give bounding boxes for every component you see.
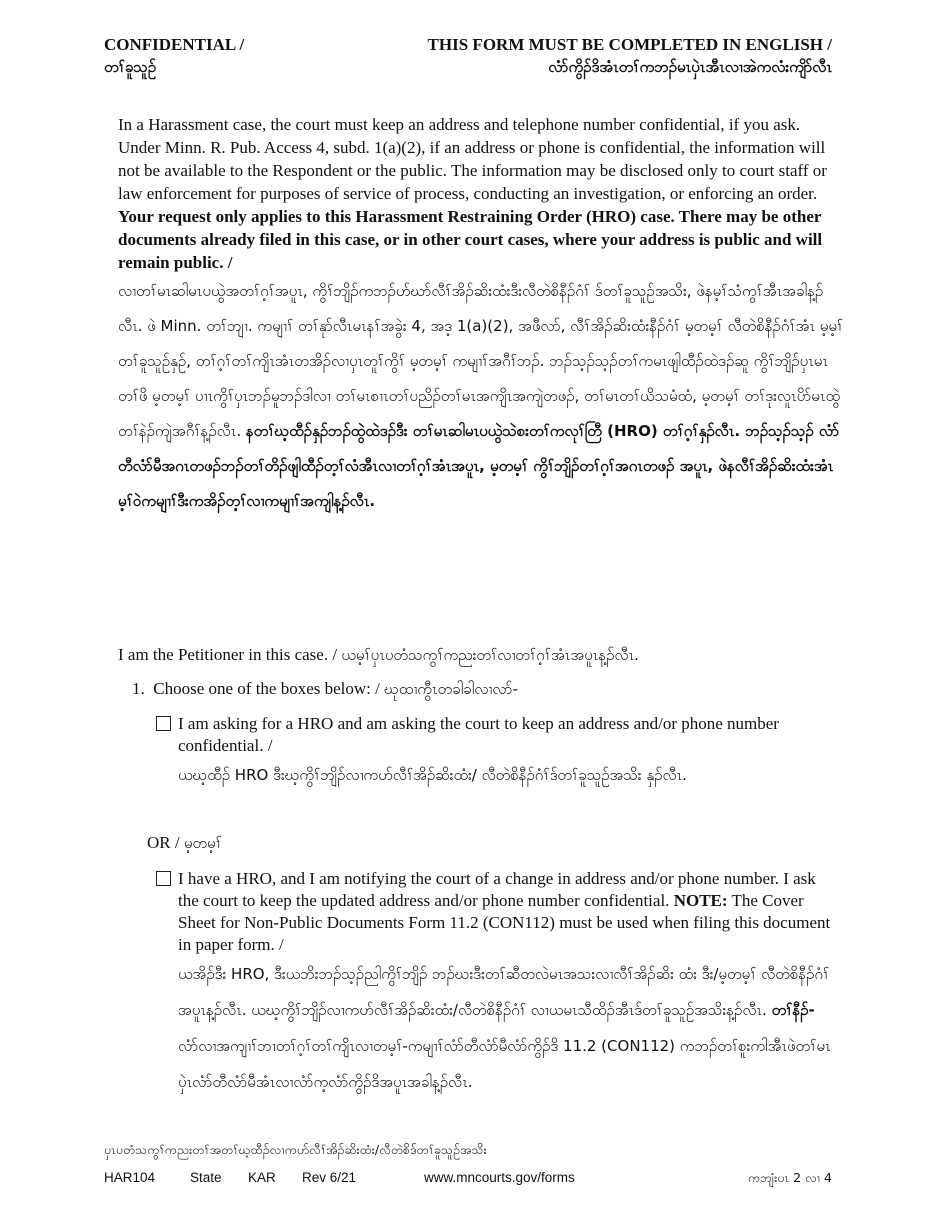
confidential-kar: တၢ်ခူသူဉ်: [104, 58, 157, 76]
or-kar: မ့တမ့ၢ်: [183, 834, 222, 852]
intro-paragraph: [118, 113, 844, 519]
option-notify-change-kar: [178, 956, 836, 1100]
intro-en-bold: Your request only applies to this Harassment Restraining Order (HRO) case. There may be other documents already filed in this case, or in other court cases, where your address is public and will remain public. /: [118, 207, 823, 272]
form-language: KAR: [248, 1170, 276, 1185]
petitioner-kar: ယမ့ၢ်ပှၤပတံသကွၢ်ကညးတၢ်လၢတၢ်ဂ့ၢ်အံၤအပူၤန့ၣ်လီၤ.: [341, 646, 639, 664]
note-text-en: The Cover Sheet for Non-Public Documents Form 11.2 (CON112) must be used when filing this document in paper form. /: [178, 891, 831, 954]
option-request-hro-checkbox[interactable]: [156, 716, 171, 731]
form-code: HAR104: [104, 1170, 156, 1185]
note-text-kar: လံာ်လၢအကျၢၢ်ဘၢတၢ်ဂ့ၢ်တၢ်ကျိၤလၢတမ့ၢ်-ကမျၢၢ်လံာ်တီလံာ်မီလံာ်ကွိၣ်ဒိ 11.2 (CON112) ကဘၣ်တၢ်စူးကါအီၤဖဲတၢ်မၤပှဲၤလံာ်တီလံာ်မီအံၤလၢလံာ်က့လံာ်ကွိၣ်ဒိအပူၤအခါန့ၣ်လီၤ.: [178, 1037, 831, 1091]
option-notify-change: [156, 868, 836, 1100]
or-separator: [147, 832, 222, 854]
option-notify-change-en: I have a HRO, and I am notifying the court of a change in address and/or phone number. I ask the court to keep the updated address and/or phone number confidential.: [178, 869, 816, 910]
footer-form-title: ပှၤပတံသကွၢ်ကညးတၢ်အတၢ်ဃ့ထီၣ်လၢကဟ်လီၢ်အိၣ်ဆိးထံး/လီတဲစိဒ်တၢ်ခူသူဉ်အသိး: [104, 1142, 487, 1157]
option-request-hro-kar: ယဃ့ထီၣ် HRO ဒီးဃ့ကွိၢ်ဘျိၣ်လၢကဟ်လီၢ်အိၣ်ဆိးထံး/ လီတဲစိနီၣ်ဂံၢ်ဒ်တၢ်ခူသူဉ်အသိး နှၣ်လီၤ.: [178, 766, 687, 784]
intro-kar-plain: လၢတၢ်မၤဆါမၤပယွဲအတၢ်ဂ့ၢ်အပူၤ, ကွိၢ်ဘျိၣ်ကဘၣ်ဟ်ဃာ်လီၢ်အိၣ်ဆိးထံးဒီးလီတဲစိနီၣ်ဂံၢ် ဒ်တၢ်ခူသူဉ်အသိး, ဖဲနမ့ၢ်သံကွၢ်အီၤအခါန့ၣ်လီၤ. ဖဲ Minn. တၢ်ဘျၢ. ကမျၢၢ် တၢ်နုာ်လီၤမၤနၢ်အခွဲး 4, အဒ့ 1(a)(2), အဖီလာ်, လီၢ်အိၣ်ဆိးထံးနီၣ်ဂံၢ် မ့တမ့ၢ် လီတဲစိနီၣ်ဂံၢ်အံၤ မ့မ့ၢ်တၢ်ခူသူဉ်နှဉ်, တၢ်ဂ့ၢ်တၢ်ကျိၤအံၤတအိၣ်လၢပှၤတူၢ်ကွိၢ် မ့တမ့ၢ် ကမျၢၢ်အဂီၢ်ဘၣ်. ဘၣ်သ့ၣ်သ့ၣ်တၢ်ကမၤဖျါထီၣ်ထဲဒၣ်ဆူ ကွိၢ်ဘျိၣ်ပှၤမၤတၢ်ဖိ မ့တမ့ၢ် ပၢၤကွိၢ်ပှၤဘၣ်မူဘၣ်ဒါလၢ တၢ်မၤစၢၤတၢ်ပညိၣ်တၢ်မၤအကျိၤအကျဲတဖၣ်, တၢ်မၤတၢ်ယိသမံထံ, မ့တမ့ၢ် တၢ်ဒုးလူၤပိာ်မၤထွဲတၢ်နဲၣ်ကျဲအဂီၢ်န့ၣ်လီၤ.: [118, 282, 844, 440]
form-level: State: [190, 1170, 222, 1185]
item-1: [132, 677, 842, 701]
forms-url-link[interactable]: www.mncourts.gov/forms: [424, 1170, 575, 1185]
intro-kar-bold: နတၢ်ဃ့ထီၣ်နှၣ်ဘၣ်ထွဲထဲဒၣ်ဒီး တၢ်မၤဆါမၤပယွဲသဲစးတၢ်ကလုၢ်တြီ (HRO) တၢ်ဂ့ၢ်နှၣ်လီၤ. ဘၣ်သ့ၣ်သ့ၣ် လံာ်တီလံာ်မီအဂၤတဖၣ်ဘၣ်တၢ်တိၣ်ဖျါထီၣ်တ့ၢ်လံအီၤလၢတၢ်ဂ့ၢ်အံၤအပူၤ, မ့တမ့ၢ် ကွိၢ်ဘျိၣ်တၢ်ဂ့ၢ်အဂၤတဖၣ် အပူၤ, ဖဲနလီၢ်အိၣ်ဆိးထံးအံၤမ့ၢ်ဝဲကမျၢၢ်ဒီးကအိၣ်တ့ၢ်လၢကမျၢၢ်အကျါန့ၣ်လီၤ.: [118, 422, 840, 510]
note-label-kar: တၢ်နီၣ်-: [771, 1001, 815, 1019]
option-notify-change-checkbox[interactable]: [156, 871, 171, 886]
english-notice-en: THIS FORM MUST BE COMPLETED IN ENGLISH /: [427, 35, 832, 54]
option-request-hro-en: I am asking for a HRO and am asking the court to keep an address and/or phone number confidential. /: [178, 714, 779, 755]
note-label-en: NOTE:: [673, 891, 728, 910]
intro-kar: [118, 274, 844, 519]
item-1-en: Choose one of the boxes below: /: [153, 679, 385, 698]
form-revision: Rev 6/21: [302, 1170, 357, 1185]
english-notice-kar: လံာ်ကွိၣ်ဒိအံၤတၢ်ကဘၣ်မၤပှဲၤအီၤလၢအဲကလံးကျိာ်လီၤ: [548, 58, 832, 76]
confidential-en: CONFIDENTIAL /: [104, 35, 245, 54]
petitioner-en: I am the Petitioner in this case. /: [118, 645, 342, 664]
option-request-hro: [156, 713, 836, 793]
confidential-label: [104, 34, 244, 78]
page-number: ကဘျံးပၤ 2 လၢ 4: [747, 1170, 832, 1185]
english-notice: [428, 34, 832, 78]
or-en: OR /: [147, 833, 184, 852]
item-1-kar: ဃုထၢကွီၤတခါခါလၢလာ်-: [384, 680, 518, 698]
petitioner-statement: [118, 643, 844, 667]
option-notify-change-kar-plain: ယအိၣ်ဒီး HRO, ဒီးယဘိးဘၣ်သ့ၣ်ညါကွိၢ်ဘျိၣ် ဘၣ်ဃးဒီးတၢ်ဆီတလဲမၤအသးလၢလီၢ်အိၣ်ဆိး ထံး ဒီး/မ့တမ့ၢ် လီတဲစိနီၣ်ဂံၢ်အပူၤန့ၣ်လီၤ. ယဃ့ကွိၢ်ဘျိၣ်လၢကဟ်လီၢ်အိၣ်ဆိးထံး/လီတဲစိနီၣ်ဂံၢ် လၢယမၤသီထိၣ်အီၤဒ်တၢ်ခူသူဉ်အသိးန့ၣ်လီၤ.: [178, 965, 830, 1019]
item-1-number: 1.: [132, 679, 145, 698]
intro-en-plain: In a Harassment case, the court must keep an address and telephone number confidential, if you ask. Under Minn. R. Pub. Access 4, subd. 1(a)(2), if an address or phone is confidential, the information will not be available to the Respondent or the public. The information may be disclosed only to court staff or law enforcement for purposes of service of process, conducting an investigation, or enforcing an order.: [118, 115, 827, 203]
